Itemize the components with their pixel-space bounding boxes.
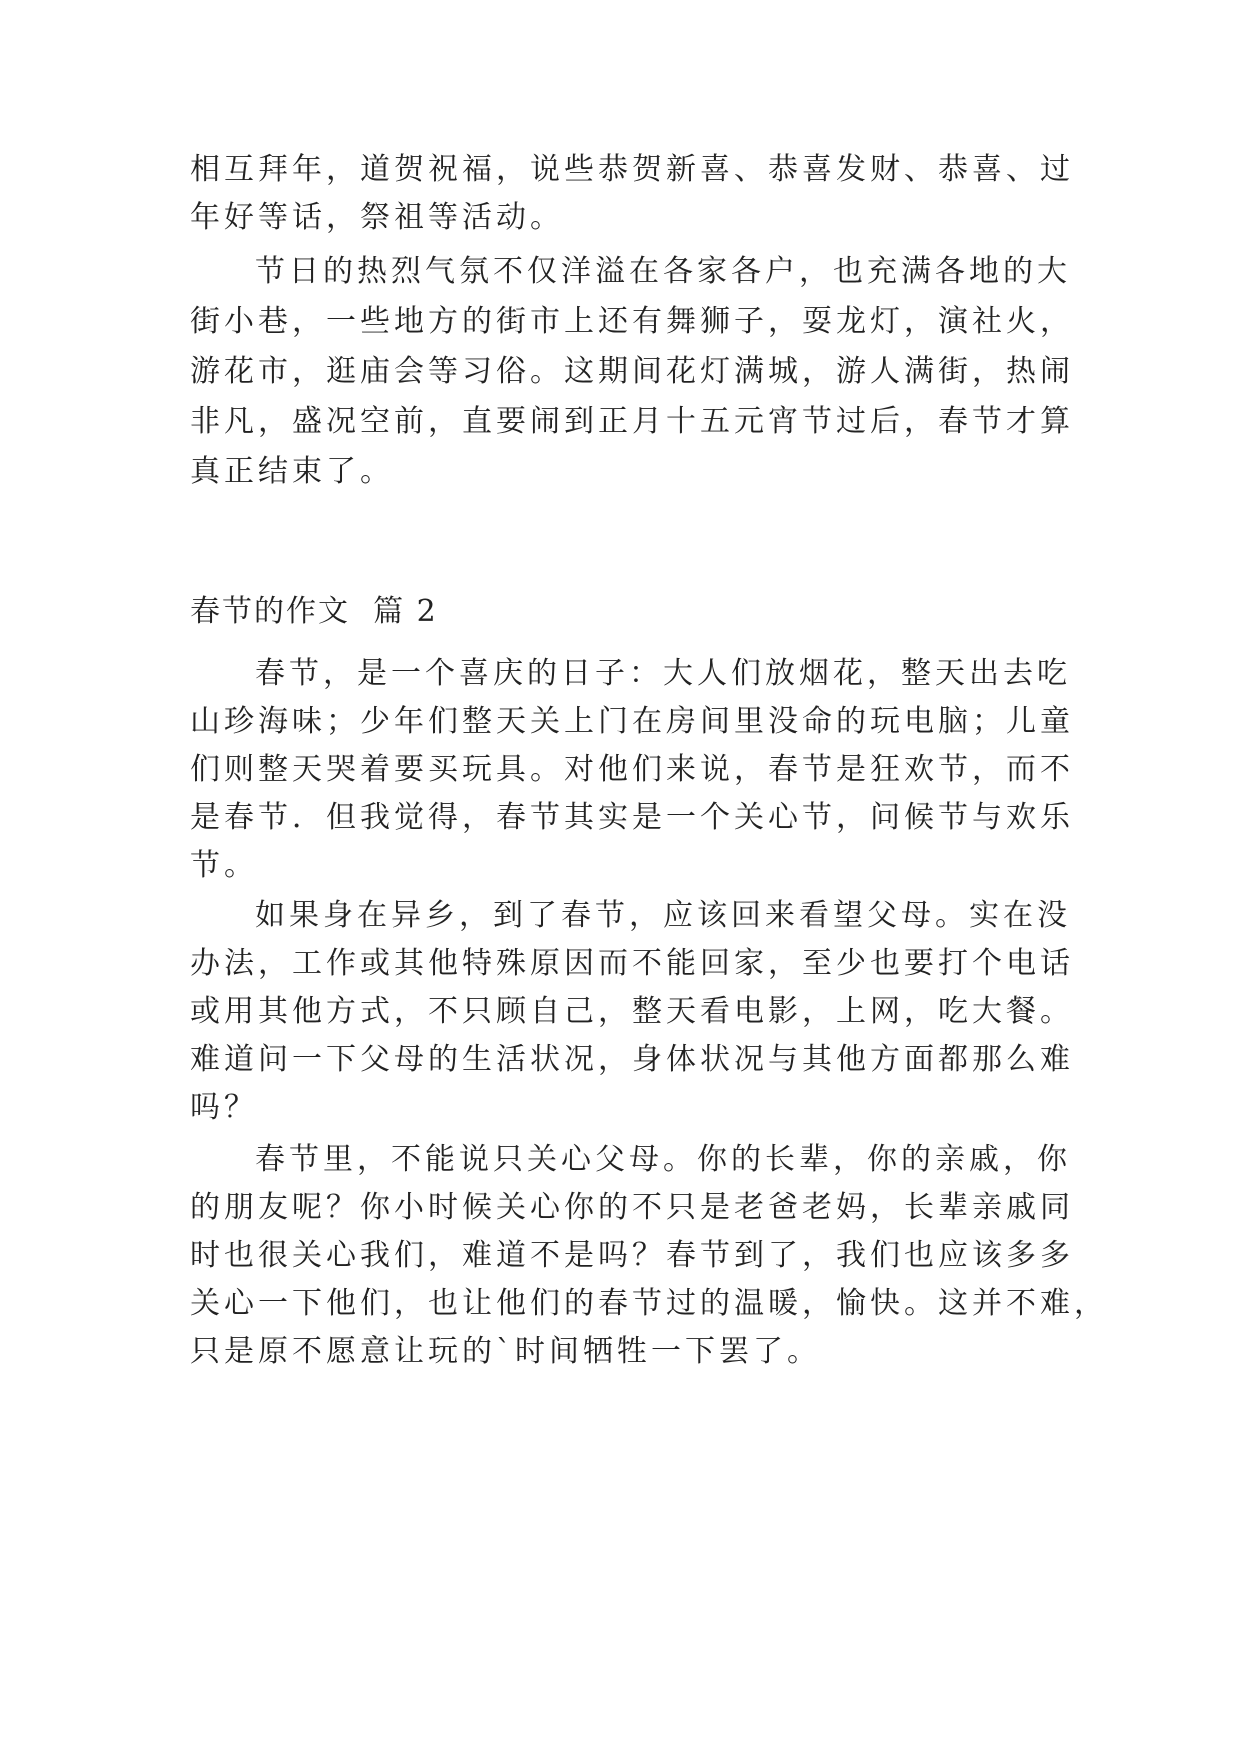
paragraph-line: 吗？ xyxy=(190,1090,258,1125)
paragraph-line: 街小巷，一些地方的街市上还有舞狮子，耍龙灯，演社火， xyxy=(190,304,1074,339)
paragraph-line: 相互拜年，道贺祝福，说些恭贺新喜、恭喜发财、恭喜、过 xyxy=(190,152,1074,187)
paragraph-line: 是春节．但我觉得，春节其实是一个关心节，问候节与欢乐 xyxy=(190,800,1074,835)
paragraph-line: 节。 xyxy=(190,848,258,883)
paragraph-line: 游花市，逛庙会等习俗。这期间花灯满城，游人满街，热闹 xyxy=(190,354,1074,389)
paragraph-line: 真正结束了。 xyxy=(190,454,394,489)
paragraph-line: 山珍海味；少年们整天关上门在房间里没命的玩电脑；儿童 xyxy=(190,704,1074,739)
paragraph-line: 节日的热烈气氛不仅洋溢在各家各户，也充满各地的大 xyxy=(255,254,1071,289)
paragraph-line: 非凡，盛况空前，直要闹到正月十五元宵节过后，春节才算 xyxy=(190,404,1074,439)
paragraph-line: 或用其他方式，不只顾自己，整天看电影，上网，吃大餐。 xyxy=(190,994,1074,1029)
paragraph-line: 只是原不愿意让玩的`时间牺牲一下罢了。 xyxy=(190,1334,821,1369)
paragraph-line: 的朋友呢？你小时候关心你的不只是老爸老妈，长辈亲戚同 xyxy=(190,1190,1074,1225)
paragraph-line: 时也很关心我们，难道不是吗？春节到了，我们也应该多多 xyxy=(190,1238,1074,1273)
paragraph-line: 关心一下他们，也让他们的春节过的温暖，愉快。这并不难， xyxy=(190,1286,1108,1321)
paragraph-line: 们则整天哭着要买玩具。对他们来说，春节是狂欢节，而不 xyxy=(190,752,1074,787)
paragraph-line: 春节，是一个喜庆的日子：大人们放烟花，整天出去吃 xyxy=(255,656,1071,691)
paragraph-line: 如果身在异乡，到了春节，应该回来看望父母。实在没 xyxy=(255,898,1071,933)
section-heading: 春节的作文 篇 2 xyxy=(190,594,438,629)
paragraph-line: 春节里，不能说只关心父母。你的长辈，你的亲戚，你 xyxy=(255,1142,1071,1177)
paragraph-line: 难道问一下父母的生活状况，身体状况与其他方面都那么难 xyxy=(190,1042,1074,1077)
paragraph-line: 办法，工作或其他特殊原因而不能回家，至少也要打个电话 xyxy=(190,946,1074,981)
paragraph-line: 年好等话，祭祖等活动。 xyxy=(190,200,564,235)
